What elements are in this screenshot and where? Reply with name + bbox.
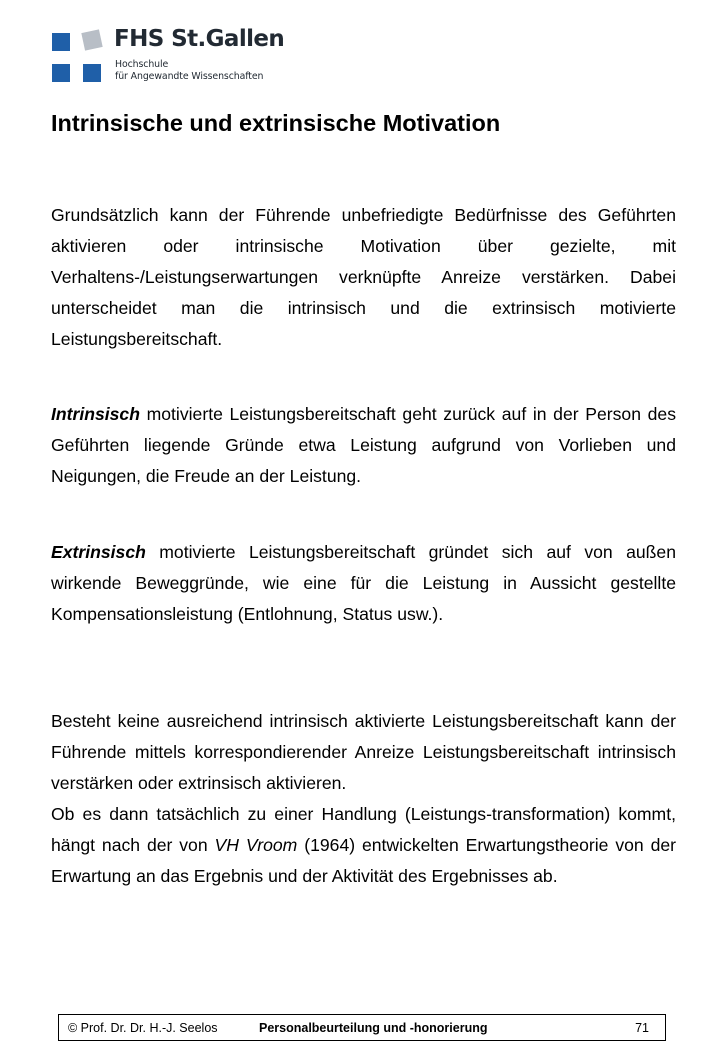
paragraph-intro — [51, 200, 676, 355]
logo-subtitle-line2: für Angewandte Wissenschaften — [115, 71, 264, 82]
paragraph-extrinsic — [51, 537, 676, 630]
paragraph-conclusion-text: Besteht keine ausreichend intrinsisch aktivierte Leistungsbereitschaft kann der Führende mittels korrespondierender Anreize Leistungsbereitschaft intrinsisch verstärken oder extrinsisch aktivieren. — [51, 711, 676, 793]
logo-square-top-right — [81, 29, 102, 50]
paragraph-intrinsic — [51, 399, 676, 492]
footer-page-number: 71 — [635, 1021, 649, 1035]
logo-name: FHS St.Gallen — [114, 26, 285, 52]
term-intrinsisch: Intrinsisch — [51, 404, 140, 424]
logo-square-top-left — [52, 33, 70, 51]
page-footer — [58, 1014, 666, 1041]
page-title: Intrinsische und extrinsische Motivation — [51, 110, 501, 136]
footer-course-title: Personalbeurteilung und -honorierung — [259, 1021, 488, 1035]
footer-author: © Prof. Dr. Dr. H.-J. Seelos — [68, 1021, 218, 1035]
paragraph-conclusion — [51, 706, 676, 892]
author-vroom: VH Vroom — [214, 835, 298, 855]
paragraph-intro-text: Grundsätzlich kann der Führende unbefriedigte Bedürfnisse des Geführten aktivieren oder intrinsische Motivation über gezielte, mit Verhaltens-/Leistungserwartungen verknüpfte Anreize verstärken. Dabei unterscheidet man die intrinsisch und die extrinsisch motivierte Leistungsbereitschaft. — [51, 205, 676, 349]
term-extrinsisch: Extrinsisch — [51, 542, 146, 562]
paragraph-extrinsic-text: motivierte Leistungsbereitschaft gründet sich auf von außen wirkende Beweggründe, wie eine für die Leistung in Aussicht gestellte Kompensationsleistung (Entlohnung, Status usw.). — [51, 542, 676, 624]
logo-subtitle-line1: Hochschule — [115, 59, 169, 70]
logo-square-bottom-left — [52, 64, 70, 82]
paragraph-intrinsic-text: motivierte Leistungsbereitschaft geht zurück auf in der Person des Geführten liegende Gründe etwa Leistung aufgrund von Vorlieben und Neigungen, die Freude an der Leistung. — [51, 404, 676, 486]
logo-square-bottom-right — [83, 64, 101, 82]
paragraph-vroom-text-a: Ob es dann tatsächlich zu einer Handlung (Leistungs-transformation) kommt, hängt nach der von — [51, 804, 676, 855]
institution-logo — [52, 26, 312, 85]
paragraph-vroom-text-b: (1964) entwickelten Erwartungstheorie von der Erwartung an das Ergebnis und der Aktivität des Ergebnisses ab. — [51, 835, 676, 886]
